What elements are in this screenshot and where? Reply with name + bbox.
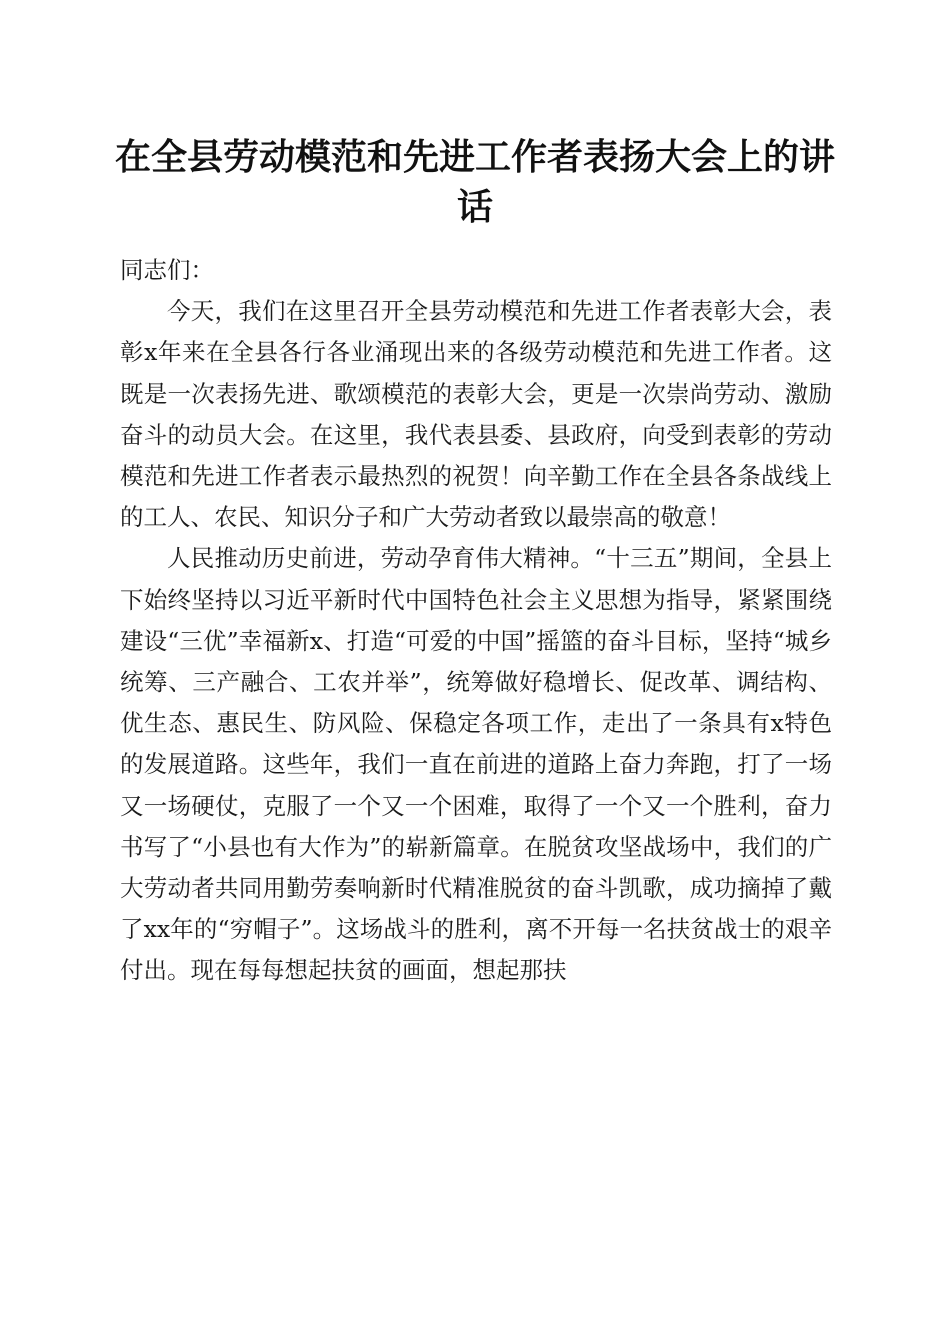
document-body [120, 250, 832, 992]
paragraph-1: 今天，我们在这里召开全县劳动模范和先进工作者表彰大会，表彰x年来在全县各行各业涌现出来的各级劳动模范和先进工作者。这既是一次表扬先进、歌颂模范的表彰大会，更是一次崇尚劳动、激励奋斗的动员大会。在这里，我代表县委、县政府，向受到表彰的劳动模范和先进工作者表示最热烈的祝贺！向辛勤工作在全县各条战线上的工人、农民、知识分子和广大劳动者致以最崇高的敬意！ [120, 297, 832, 532]
salutation: 同志们： [120, 256, 214, 284]
document-title: 在全县劳动模范和先进工作者表扬大会上的讲话 [114, 136, 835, 228]
paragraph-2: 人民推动历史前进，劳动孕育伟大精神。“十三五”期间，全县上下始终坚持以习近平新时代中国特色社会主义思想为指导，紧紧围绕建设“三优”幸福新x、打造“可爱的中国”摇篮的奋斗目标，坚持“城乡统筹、三产融合、工农并举”，统筹做好稳增长、促改革、调结构、优生态、惠民生、防风险、保稳定各项工作，走出了一条具有x特色的发展道路。这些年，我们一直在前进的道路上奋力奔跑，打了一场又一场硬仗，克服了一个又一个困难，取得了一个又一个胜利，奋力书写了“小县也有大作为”的崭新篇章。在脱贫攻坚战场中，我们的广大劳动者共同用勤劳奏响新时代精准脱贫的奋斗凯歌，成功摘掉了戴了xx年的“穷帽子”。这场战斗的胜利，离不开每一名扶贫战士的艰辛付出。现在每每想起扶贫的画面，想起那扶 [120, 544, 832, 985]
